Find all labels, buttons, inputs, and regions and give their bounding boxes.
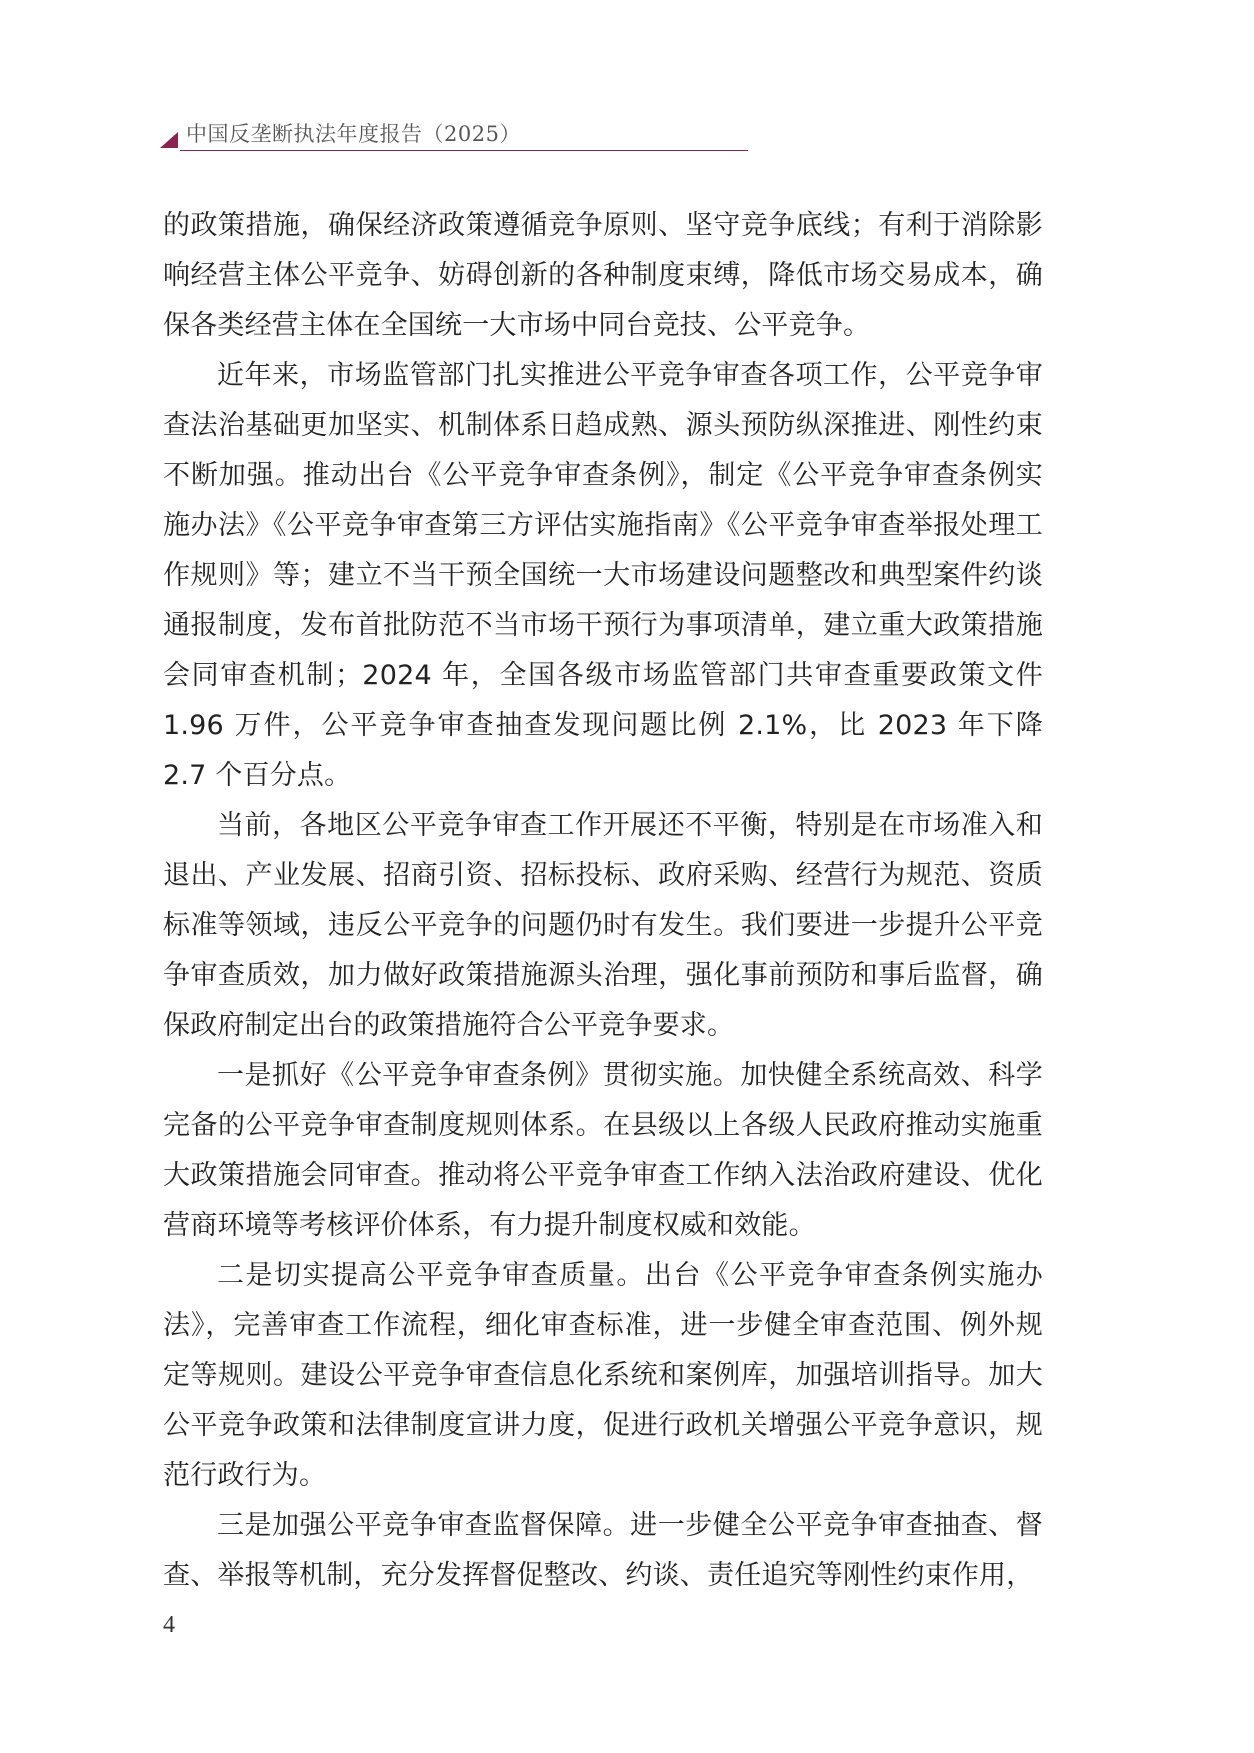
paragraph-4: 一是抓好《公平竞争审查条例》贯彻实施。加快健全系统高效、科学完备的公平竞争审查制度规则体系。在县级以上各级人民政府推动实施重大政策措施会同审查。推动将公平竞争审查工作纳入法治政府建设、优化营商环境等考核评价体系，有力提升制度权威和效能。 [163,1060,1043,1241]
paragraph-5: 二是切实提高公平竞争审查质量。出台《公平竞争审查条例实施办法》，完善审查工作流程，细化审查标准，进一步健全审查范围、例外规定等规则。建设公平竞争审查信息化系统和案例库，加强培训指导。加大公平竞争政策和法律制度宣讲力度，促进行政机关增强公平竞争意识，规范行政行为。 [163,1260,1043,1491]
running-header [160,118,748,154]
page-number: 4 [163,1612,175,1638]
header-divider [180,150,748,151]
paragraph-6: 三是加强公平竞争审查监督保障。进一步健全公平竞争审查抽查、督查、举报等机制，充分发挥督促整改、约谈、责任追究等刚性约束作用， [163,1510,1043,1591]
paragraph-1: 的政策措施，确保经济政策遵循竞争原则、坚守竞争底线；有利于消除影响经营主体公平竞争、妨碍创新的各种制度束缚，降低市场交易成本，确保各类经营主体在全国统一大市场中同台竞技、公平竞争。 [163,210,1043,341]
paragraph-2: 近年来，市场监管部门扎实推进公平竞争审查各项工作，公平竞争审查法治基础更加坚实、机制体系日趋成熟、源头预防纵深推进、刚性约束不断加强。推动出台《公平竞争审查条例》，制定《公平竞争审查条例实施办法》《公平竞争审查第三方评估实施指南》《公平竞争审查举报处理工作规则》等；建立不当干预全国统一大市场建设问题整改和典型案件约谈通报制度，发布首批防范不当市场干预行为事项清单，建立重大政策措施会同审查机制；2024 年，全国各级市场监管部门共审查重要政策文件 1.96 万件，公平竞争审查抽查发现问题比例 2.1%，比 2023 年下降 2.7 个百分点。 [163,360,1043,791]
report-title: 中国反垄断执法年度报告（2025） [186,122,521,146]
body-text [163,201,1043,1601]
paragraph-3: 当前，各地区公平竞争审查工作开展还不平衡，特别是在市场准入和退出、产业发展、招商引资、招标投标、政府采购、经营行为规范、资质标准等领域，违反公平竞争的问题仍时有发生。我们要进一步提升公平竞争审查质效，加力做好政策措施源头治理，强化事前预防和事后监督，确保政府制定出台的政策措施符合公平竞争要求。 [163,810,1043,1041]
triangle-mark-icon [160,132,178,148]
